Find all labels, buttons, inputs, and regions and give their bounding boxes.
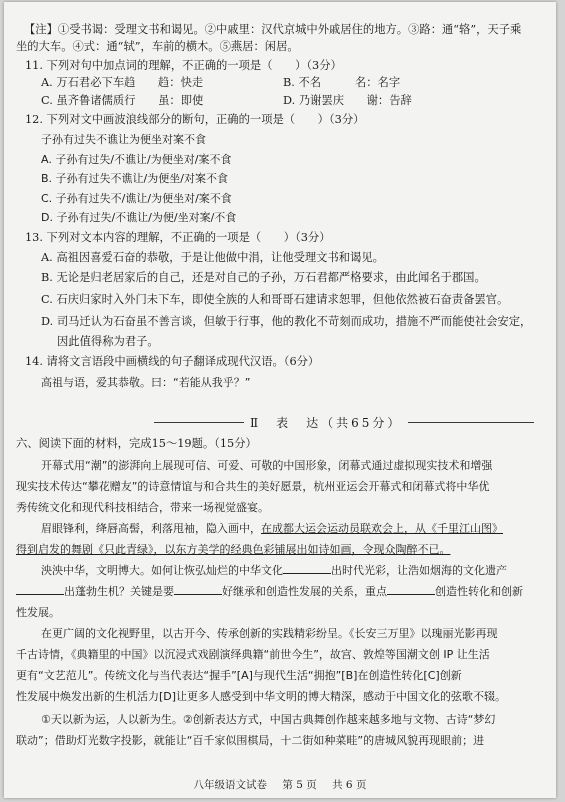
q13-option-c: C. 石庆归家时入外门未下车，即使全族的人和哥哥石建请求恕罪，但他依然被石奋责备罢官。 <box>41 293 509 306</box>
annotation-note-cont: 坐的大车。④式：通“轼”，车前的横木。⑤燕居：闲居。 <box>16 40 299 53</box>
q6-heading: 六、阅读下面的材料，完成15～19题。（15分） <box>16 437 257 450</box>
q14-stem: 14. 请将文言语段中画横线的句子翻译成现代汉语。（6分） <box>25 355 320 368</box>
para1-line2: 现实技术传达“攀花赠友”的诗意情谊与和合共生的美好愿景，杭州亚运会开幕式和闭幕式将中华优 <box>16 480 490 493</box>
para2-line2: 得到启发的舞剧《只此青绿》，以东方美学的经典色彩铺展出如诗如画，令现众陶醉不已。 <box>16 543 451 556</box>
exam-page <box>4 2 556 798</box>
para5-line2: 联动”；借助灯光数字投影，就能让“百千家似围棋局，十二街如种菜畦”的唐城风貌再现眼前；进 <box>16 734 485 747</box>
q14-sentence: 高祖与语，爱其恭敬。曰：“若能从我乎？” <box>41 376 251 389</box>
q12-source-text: 子孙有过失不谯让为便坐对案不食 <box>41 133 206 146</box>
blank-1 <box>283 563 331 574</box>
para5-line1: ①天以新为运，人以新为生。②创新表达方式，中国古典舞创作越来越多地与文物、古诗“梦幻 <box>41 713 496 726</box>
blank-2 <box>16 584 64 595</box>
para4-line1: 在更广阔的文化视野里，以古开今、传承创新的实践精彩纷呈。《长安三万里》以瑰丽光影再现 <box>41 627 498 640</box>
para2-line1: 眉眼锋利，绛唇高髻，利落甩袖，隐入画中，在成都大运会运动员联欢会上，从《千里江山图》 <box>41 522 503 535</box>
underlined-sentence: 在成都大运会运动员联欢会上，从《千里江山图》 <box>261 522 503 535</box>
q13-option-b: B. 无论是归老居家后的自己，还是对自己的子孙，万石君都严格要求，由此闻名于郡国。 <box>41 271 486 284</box>
q12-option-c: C. 子孙有过失不/谯让/为便坐对/案不食 <box>41 192 232 205</box>
q12-option-b: B. 子孙有过失不谯让/为便坐/对案不食 <box>41 172 228 185</box>
para1-line1: 开幕式用“潮”的澎湃向上展现可信、可爱、可敬的中国形象，闭幕式通过虚拟现实技术和增强 <box>41 459 493 472</box>
q12-stem: 12. 下列对文中画波浪线部分的断句，正确的一项是（ ）（3分） <box>25 113 365 126</box>
footer-title: 八年级语文试卷 <box>193 779 268 791</box>
para1-line3: 秀传统文化和现代科技相结合，带来一场视觉盛宴。 <box>16 501 269 514</box>
blank-4 <box>387 584 435 595</box>
blank-3 <box>174 584 222 595</box>
q11-option-a: A. 万石君必下车趋 趋：快走 <box>41 76 204 89</box>
q13-option-d: D. 司马迁认为石奋虽不善言谈，但敏于行事，他的教化不苛刻而成功，措施不严而能使社会安定， <box>41 315 532 328</box>
q13-option-a: A. 高祖因喜爱石奋的恭敬，于是让他做中涓，让他受理文书和谒见。 <box>41 251 384 264</box>
q11-option-c: C. 虽齐鲁诸儒质行 虽：即使 <box>41 94 204 107</box>
para4-line2: 千古诗情，《典籍里的中国》以沉浸式戏剧演绎典籍“前世今生”，故宫、敦煌等国潮文创 IP 让生活 <box>16 648 490 661</box>
section-title: Ⅱ 表 达（共65分） <box>244 414 408 431</box>
q13-stem: 13. 下列对文本内容的理解，不正确的一项是（ ）（3分） <box>25 231 331 244</box>
para4-line4: 性发展中焕发出新的生机活力[D]让更多人感受到中华文明的博大精深，感动于中国文化的弦歌不辍。 <box>16 690 507 703</box>
q12-option-d: D. 子孙有过失/不谯让/为便/坐对案/不食 <box>41 211 237 224</box>
footer-total: 共 6 页 <box>332 779 367 791</box>
para3-line3: 性发展。 <box>16 606 60 619</box>
q11-option-b: B. 不名 名：名字 <box>283 76 401 89</box>
page-footer <box>4 777 556 792</box>
para3-line2: 出蓬勃生机？关键是要 好继承和创造性发展的关系，重点 创造性转化和创新 <box>16 584 523 599</box>
q11-option-d: D. 乃谢罢庆 谢：告辞 <box>283 94 412 107</box>
q11-stem: 11. 下列对句中加点词的理解，不正确的一项是（ ）（3分） <box>25 59 342 72</box>
para4-line3: 更有“文艺范儿”。传统文化与当代表达“握手”[A]与现代生活“拥抱”[B]在创造性转化[C]创新 <box>16 669 462 682</box>
footer-page: 第 5 页 <box>282 779 317 791</box>
q12-option-a: A. 子孙有过失/不谯让/为便坐对/案不食 <box>41 153 232 166</box>
para3-line1: 泱泱中华，文明博大。如何让恢弘灿烂的中华文化 出时代光彩，让浩如烟海的文化遗产 <box>41 564 507 577</box>
q13-option-d-cont: 因此值得称为君子。 <box>57 335 159 348</box>
annotation-note: 【注】①受书谒：受理文书和谒见。②中戚里：汉代京城中外戚居住的地方。③路：通“辂”，天子乘 <box>24 23 522 36</box>
